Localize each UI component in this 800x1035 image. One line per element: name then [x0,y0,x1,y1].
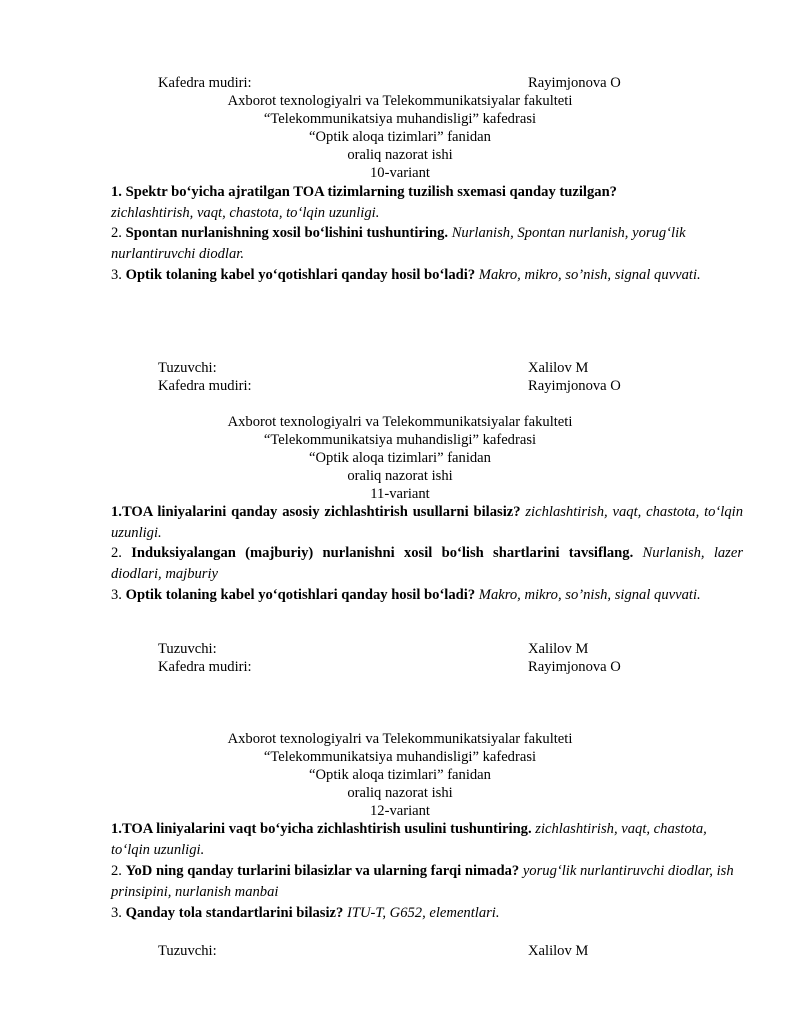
kafedra-name: Rayimjonova O [528,659,621,675]
question-keywords: ITU-T, G652, elementlari. [346,905,500,921]
question-2 [111,861,743,903]
question-keywords: Makro, mikro, so’nish, signal quvvati. [478,267,701,283]
author-label: Tuzuvchi: [158,943,217,959]
department-title: “Telekommunikatsiya muhandisligi” kafedrasi [263,432,537,448]
question-number: 3. [111,587,126,603]
question-text: Optik tolaning kabel yo‘qotishlari qanday hosil bo‘ladi? [125,267,476,283]
question-text: YoD ning qanday turlarini bilasizlar va ularning farqi nimada? [125,863,520,879]
subject-title: “Optik aloqa tizimlari” fanidan [309,767,491,783]
faculty-title: Axborot texnologiyalri va Telekommunikatsiyalar fakulteti [227,731,573,747]
variant-number: 11-variant [370,486,430,502]
question-text: Spektr bo‘yicha ajratilgan TOA tizimlarning tuzilish sxemasi qanday tuzilgan? [125,184,617,200]
subject-title: “Optik aloqa tizimlari” fanidan [309,450,491,466]
question-number: 2. [111,225,126,241]
question-2 [111,543,743,585]
kafedra-name: Rayimjonova O [528,75,621,91]
work-title: oraliq nazorat ishi [347,468,453,484]
question-text: TOA liniyalarini qanday asosiy zichlashtirish usullarni bilasiz? [121,504,521,520]
author-name: Xalilov M [528,641,589,657]
question-number: 1. [111,184,126,200]
author-label: Tuzuvchi: [158,641,217,657]
question-number: 3. [111,905,126,921]
question-text: TOA liniyalarini vaqt bo‘yicha zichlashtirish usulini tushuntiring. [121,821,532,837]
department-title: “Telekommunikatsiya muhandisligi” kafedrasi [263,111,537,127]
question-text: Spontan nurlanishning xosil bo‘lishini tushuntiring. [125,225,449,241]
kafedra-label: Kafedra mudiri: [158,378,252,394]
faculty-title: Axborot texnologiyalri va Telekommunikatsiyalar fakulteti [227,414,573,430]
author-name: Xalilov M [528,360,589,376]
question-number: 3. [111,267,126,283]
question-keywords: Nurlanish, lazer diodlari, majburiy [111,545,744,582]
question-text: Optik tolaning kabel yo‘qotishlari qanday hosil bo‘ladi? [125,587,476,603]
question-3 [111,265,743,286]
question-3 [111,903,743,924]
author-name: Xalilov M [528,943,589,959]
question-1 [111,182,743,224]
department-title: “Telekommunikatsiya muhandisligi” kafedrasi [263,749,537,765]
question-keywords: zichlashtirish, vaqt, chastota, to‘lqin uzunligi. [111,504,743,541]
question-keywords: Nurlanish, Spontan nurlanish, yorug‘lik nurlantiruvchi diodlar. [111,225,686,262]
question-keywords: yorug‘lik nurlantiruvchi diodlar, ish prinsipini, nurlanish manbai [111,863,734,900]
faculty-title: Axborot texnologiyalri va Telekommunikatsiyalar fakulteti [227,93,573,109]
question-number: 2. [111,545,132,561]
question-text: Qanday tola standartlarini bilasiz? [125,905,344,921]
question-keywords: zichlashtirish, vaqt, chastota, to‘lqin uzunligi. [111,821,707,858]
question-keywords: Makro, mikro, so’nish, signal quvvati. [478,587,701,603]
subject-title: “Optik aloqa tizimlari” fanidan [309,129,491,145]
kafedra-name: Rayimjonova O [528,378,621,394]
question-number: 2. [111,863,126,879]
question-number: 1. [111,504,122,520]
kafedra-label: Kafedra mudiri: [158,659,252,675]
question-1 [111,502,743,544]
question-number: 1. [111,821,122,837]
variant-number: 10-variant [370,165,430,181]
question-1 [111,819,743,861]
variant-number: 12-variant [370,803,430,819]
kafedra-label: Kafedra mudiri: [158,75,252,91]
work-title: oraliq nazorat ishi [347,147,453,163]
work-title: oraliq nazorat ishi [347,785,453,801]
question-3 [111,585,743,606]
question-2 [111,223,743,265]
question-text: Induksiyalangan (majburiy) nurlanishni xosil bo‘lish shartlarini tavsiflang. [131,545,634,561]
author-label: Tuzuvchi: [158,360,217,376]
question-keywords: zichlashtirish, vaqt, chastota, to‘lqin uzunligi. [111,205,380,221]
